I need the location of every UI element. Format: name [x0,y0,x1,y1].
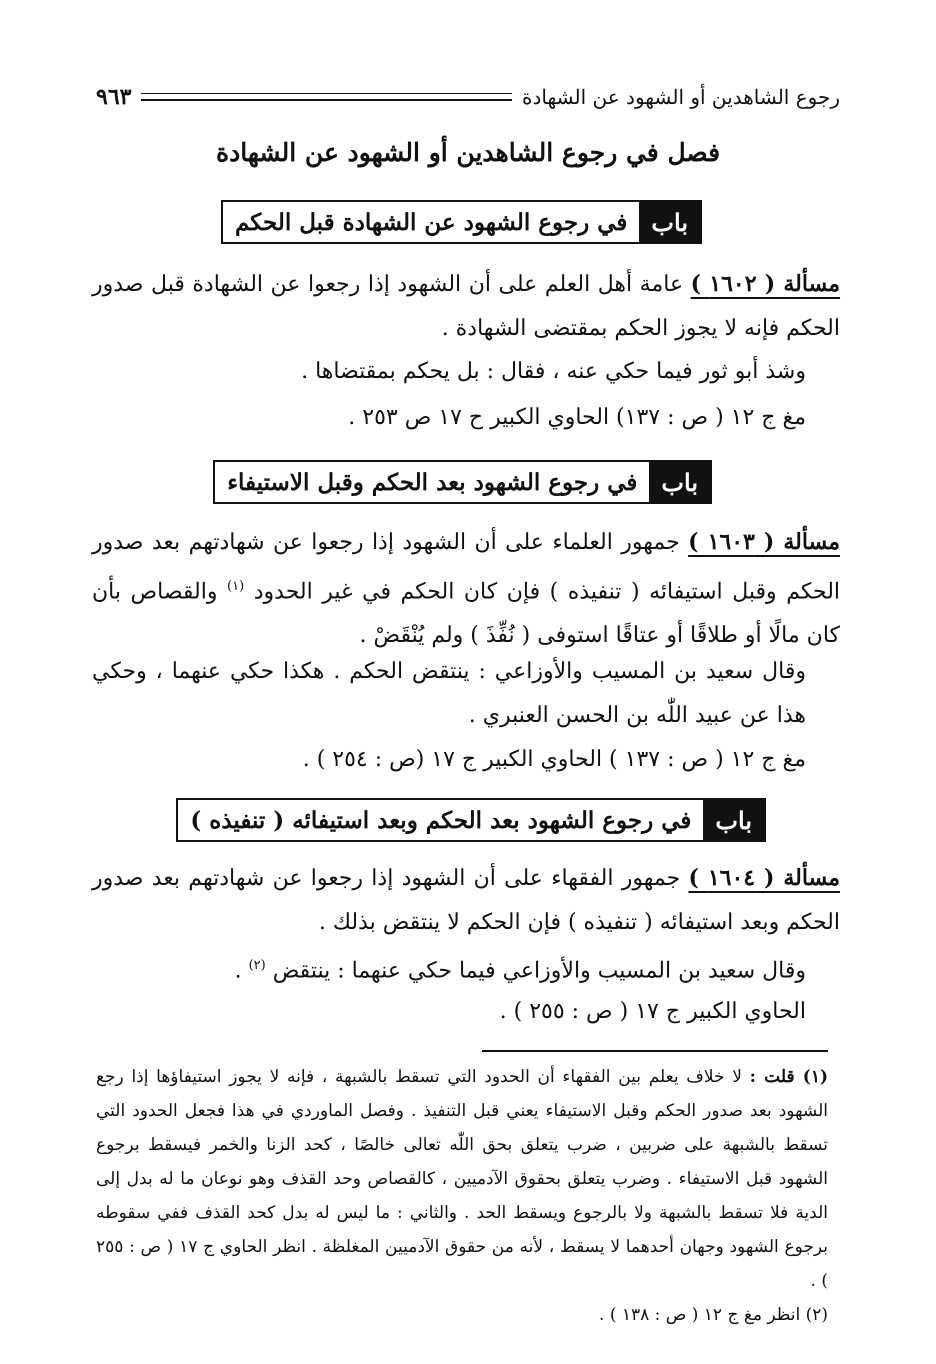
masala-text: عامة أهل العلم على أن الشهود إذا رجعوا عن الشهادة قبل صدور الحكم فإنه لا يجوز الحكم بمقتضى الشهادة . [92,272,840,341]
masala-note-end: . [234,958,242,984]
running-header [96,80,840,114]
masala-label: مسألة ( ١٦٠٤ ) [688,865,840,891]
section-heading-1 [221,200,702,244]
masala-text: جمهور العلماء على أن الشهود إذا رجعوا عن شهادتهم بعد صدور الحكم وقبل استيفائه ( تنفيذه ) فإن كان الحكم في غير الحدود [92,530,841,605]
section-heading-3 [176,798,766,842]
footnotes [96,1060,828,1332]
section-heading-2 [213,460,712,504]
masala-note: وقال سعيد بن المسيب والأوزاعي : ينتقض الحكم . هكذا حكي عنهما ، وحكي هذا عن عبيد اللّٰه بن الحسن العنبري . [92,659,806,728]
bab-label: باب [703,800,764,840]
masala-label: مسألة ( ١٦٠٢ ) [690,271,841,297]
masala-1603 [92,520,840,658]
masala-note: وشذ أبو ثور فيما حكي عنه ، فقال : بل يحكم بمقتضاها . [301,359,806,384]
masala-1604 [92,856,840,945]
masala-note-text: وقال سعيد بن المسيب والأوزاعي فيما حكي عنهما : ينتقض [272,958,806,984]
section-heading-text: في رجوع الشهود بعد الحكم وبعد استيفائه ( تنفيذه ) [190,806,692,834]
running-header-title: رجوع الشاهدين أو الشهود عن الشهادة [521,85,840,109]
page-number: ٩٦٣ [96,84,132,110]
reference: الحاوي الكبير ج ١٧ ( ص : ٢٥٥ ) . [499,999,806,1024]
masala-note [92,944,806,993]
footnote-marker: (١) [227,579,245,594]
footnote-rule [482,1050,828,1052]
section-heading-text: في رجوع الشهود بعد الحكم وقبل الاستيفاء [227,468,638,496]
bab-label: باب [639,202,700,242]
masala-1602 [92,262,840,351]
footnote-marker: (٢) [248,958,266,973]
header-rule [141,93,512,101]
masala-text-continued: والقصاص بأن كان مالًا أو طلاقًا أو عتاقًا استوفى ( نُفِّذَ ) ولم يُنْقَضْ . [92,579,840,649]
footnote-2: (٢) انظر مغ ج ١٢ ( ص : ١٣٨ ) . [599,1305,828,1325]
section-heading-text: في رجوع الشهود عن الشهادة قبل الحكم [234,208,628,236]
footnote-1-label: (١) قلت : [749,1067,829,1087]
masala-text: جمهور الفقهاء على أن الشهود إذا رجعوا عن شهادتهم بعد صدور الحكم وبعد استيفائه ( تنفيذه ) فإن الحكم لا ينتقض بذلك . [92,866,840,935]
masala-label: مسألة ( ١٦٠٣ ) [688,529,840,555]
footnote-1-text: لا خلاف يعلم بين الفقهاء أن الحدود التي تسقط بالشبهة ، فإنه لا يجوز استيفاؤها إذا رجع الشهود بعد صدور الحكم وقبل الاستيفاء يعني قبل التنفيذ . وفصل الماوردي في هذا فجعل الحدود التي تسقط بالشبهة على ضربين ، ضرب يتعلق بحق اللّٰه تعالى خالصًا ، كحد الزنا والخمر فيسقط برجوع الشهود قبل الاستيفاء . وضرب يتعلق بحقوق الآدميين ، كالقصاص وحد القذف وهو نوعان ما له بدل إلى الدية فلا تسقط بالشبهة ولا بالرجوع ويسقط الحد . والثاني : ما ليس له بدل كحد القذف ففي سقوطه برجوع الشهود وجهان أحدهما لا يسقط ، لأنه من حقوق الآدميين المغلظة . انظر الحاوي ج ١٧ ( ص : ٢٥٥ ) . [96,1067,828,1291]
reference: مغ ج ١٢ ( ص : ١٣٧ ) الحاوي الكبير ج ١٧ (ص : ٢٥٤ ) . [302,747,806,772]
chapter-title: فصل في رجوع الشاهدين أو الشهود عن الشهادة [215,138,721,167]
bab-label: باب [649,462,710,502]
footnote-1 [96,1060,828,1298]
reference: مغ ج ١٢ ( ص : ١٣٧) الحاوي الكبير ح ١٧ ص ٢٥٣ . [348,405,806,430]
